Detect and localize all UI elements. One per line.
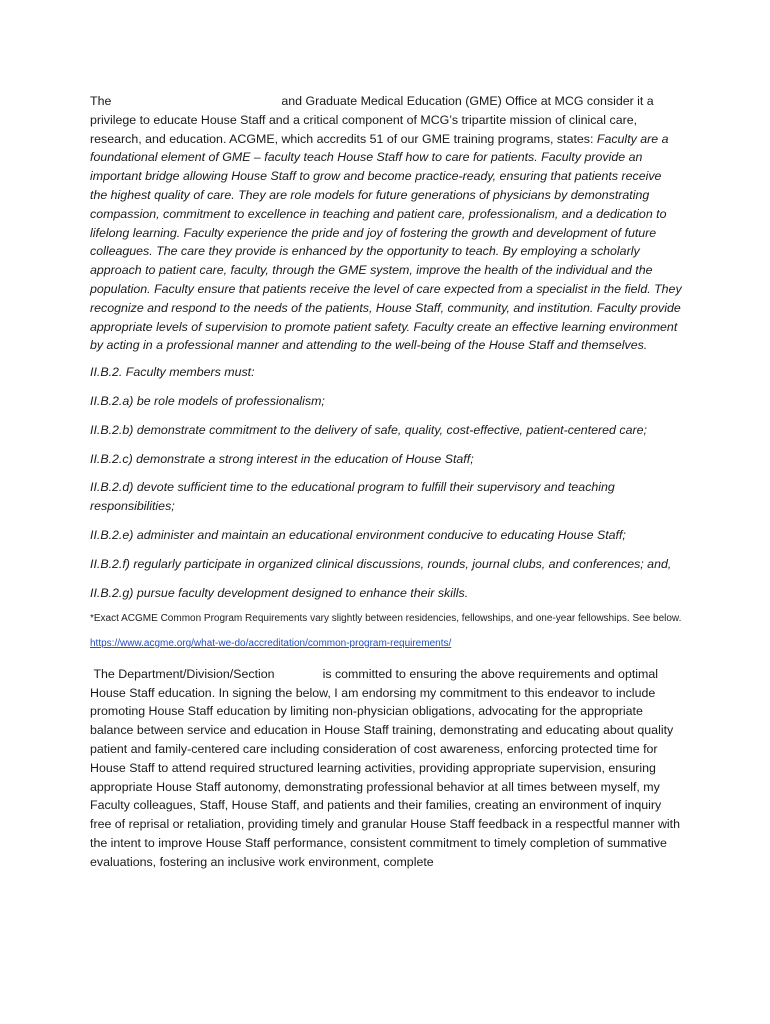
requirement-item: II.B.2.d) devote sufficient time to the educational program to fulfill their supervisory and teaching responsibilities; <box>90 480 615 514</box>
requirement-item: II.B.2.c) demonstrate a strong interest in the education of House Staff; <box>90 451 474 466</box>
intro-the: The <box>90 94 112 108</box>
commitment-lead: The Department/Division/Section <box>93 666 275 681</box>
commitment-text: is committed to ensuring the above requirements and optimal House Staff education. In signing the below, I am endorsing my commitment to this endeavor to include promoting House Staff education by limiting non-physician obligations, advocating for the appropriate balance between service and education in House Staff training, demonstrating and educating about quality patient and family-centered care including consideration of cost awareness, enforcing protected time for House Staff to attend required structured learning activities, providing appropriate supervision, ensuring appropriate House Staff autonomy, demonstrating professional behavior at all times between myself, my Faculty colleagues, Staff, House Staff, and patients and their families, creating an environment of inquiry free of reprisal or retaliation, providing timely and granular House Staff feedback in a respectful manner with the intent to improve House Staff performance, consistent commitment to timely completion of summative evaluations, fostering an inclusive work environment, complete <box>90 666 681 869</box>
document-page <box>90 92 682 872</box>
acgme-requirements-link[interactable]: https://www.acgme.org/what-we-do/accreditation/common-program-requirements/ <box>90 637 452 649</box>
intro-paragraph <box>90 92 682 355</box>
requirement-item: II.B.2.f) regularly participate in organized clinical discussions, rounds, journal clubs, and conferences; and, <box>90 556 672 571</box>
commitment-paragraph <box>90 665 682 872</box>
intro-lead-text: and Graduate Medical Education (GME) Office at MCG consider it a privilege to educate House Staff and a critical component of MCG’s tripartite mission of clinical care, research, and education. ACGME, which accredits 51 of our GME training programs, states: <box>90 94 654 146</box>
acgme-quote: Faculty are a foundational element of GME – faculty teach House Staff how to care for patients. Faculty provide an important bridge allowing House Staff to grow and become practice-ready, ensuring that patients receive the highest quality of care. They are role models for future generations of physicians by demonstrating compassion, commitment to excellence in teaching and patient care, professionalism, and a dedication to lifelong learning. Faculty experience the pride and joy of fostering the growth and development of future colleagues. The care they provide is enhanced by the opportunity to teach. By employing a scholarly approach to patient care, faculty, through the GME system, improve the health of the individual and the population. Faculty ensure that patients receive the level of care expected from a specialist in the field. They recognize and respond to the needs of the patients, House Staff, community, and institution. Faculty provide appropriate levels of supervision to promote patient safety. Faculty create an effective learning environment by acting in a professional manner and attending to the well-being of the House Staff and themselves. <box>90 131 682 353</box>
requirement-item: II.B.2.e) administer and maintain an educational environment conducive to educating House Staff; <box>90 527 626 542</box>
requirement-item: II.B.2.g) pursue faculty development designed to enhance their skills. <box>90 585 469 600</box>
requirement-item: II.B.2.a) be role models of professionalism; <box>90 393 325 408</box>
footnote: *Exact ACGME Common Program Requirements vary slightly between residencies, fellowships, and one-year fellowships. See below. <box>90 613 682 625</box>
requirement-item: II.B.2. Faculty members must: <box>90 365 255 380</box>
requirement-item: II.B.2.b) demonstrate commitment to the delivery of safe, quality, cost-effective, patient-centered care; <box>90 422 647 437</box>
